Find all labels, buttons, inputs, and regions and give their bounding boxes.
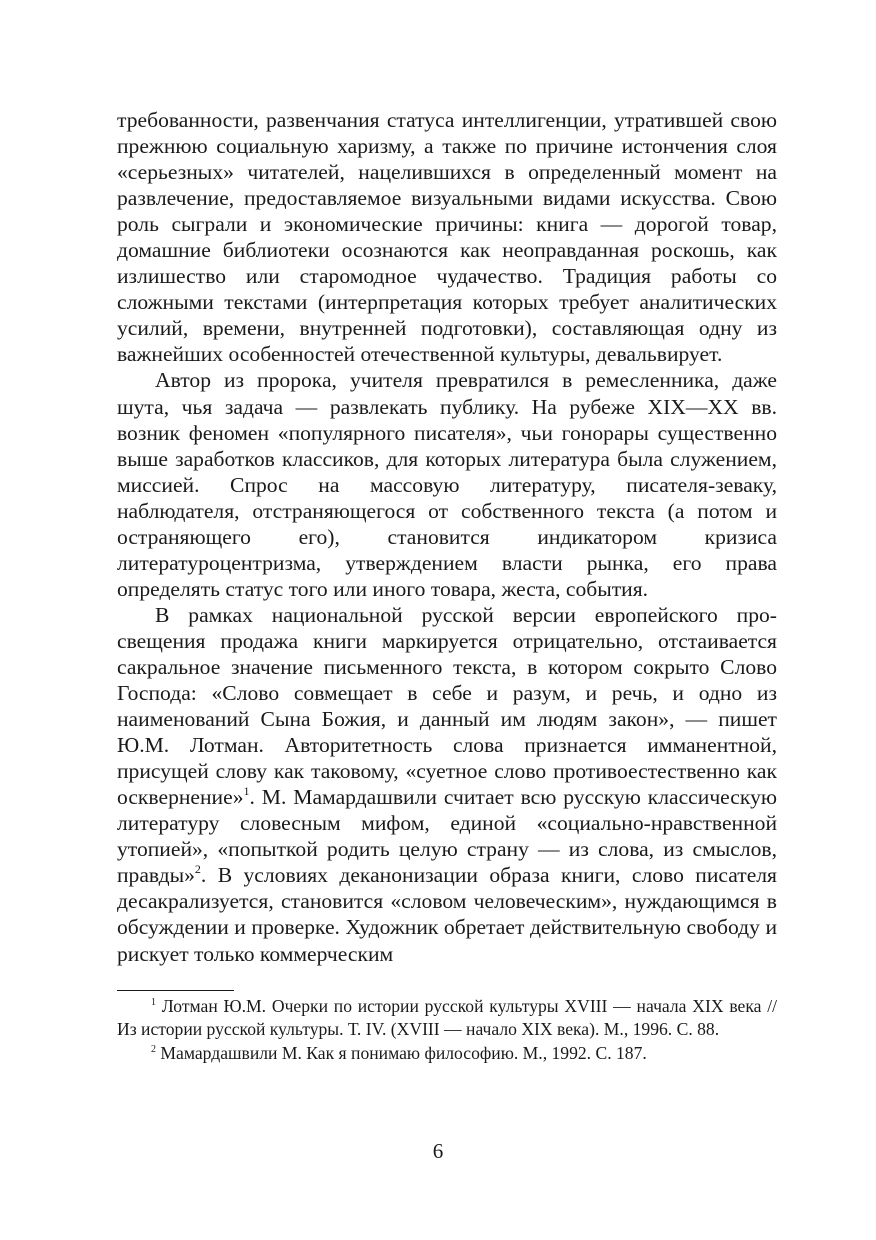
footnote-1-mark: 1	[151, 996, 156, 1008]
footnote-1-text: Лотман Ю.М. Очерки по истории русской культуры XVIII — начала XIX века // Из истории русской культуры. Т. IV. (XVIII — начало XIX века). М., 1996. С. 88.	[117, 995, 777, 1040]
footnote-2	[117, 1042, 777, 1066]
footnote-2-mark: 2	[151, 1043, 156, 1055]
body-paragraph-2: Автор из пророка, учителя превратился в ремесленника, даже шута, чья задача — развлекать публику. На рубеже XIX—XX вв. возник феномен «популярного писателя», чьи гонорары существенно выше заработков классиков, для которых литература была служением, миссией. Спрос на массовую литературу, писателя-зеваку, наблюдателя, отстраняющегося от собственного текста (а потом и остраняющего его), становится индикатором кризиса литературоцентризма, утверждением власти рынка, его права определять статус того или иного товара, жеста, события.	[117, 368, 777, 601]
body-paragraph-3	[117, 602, 777, 967]
footnote-divider	[117, 990, 234, 991]
footnote-1	[117, 995, 777, 1042]
page-content	[117, 107, 777, 1065]
body-paragraph-1: требованности, развенчания статуса интеллигенции, утратившей свою прежнюю социальную харизму, а также по причине истончения слоя «серьезных» читателей, нацелившихся в определенный момент на развлечение, предоставляемое визуальными видами искусства. Свою роль сыграли и экономические причины: книга — дорогой товар, домашние библиотеки осознаются как неоправданная роскошь, как излишество или старомодное чудачество. Традиция работы со сложными текстами (интерпретация которых требует аналитических усилий, времени, внутренней подготовки), составляющая одну из важнейших особенностей отечественной культуры, девальвирует.	[117, 108, 777, 367]
page-number: 6	[432, 1139, 444, 1163]
paragraph-3-text-a: В рамках национальной русской версии европейского просвещения продажа книги маркируется отрицательно, отстаивается сакральное значение письменного текста, в котором сокрыто Слово Господа: «Слово совмещает в себе и разум, и речь, и одно из наименований Сына Божия, и данный им людям закон», — пишет Ю.М. Лотман. Авторитетность слова признается имманентной, присущей слову как таковому, «суетное слово противоестественно как осквернение»	[117, 602, 777, 810]
footnote-ref-2: 2	[194, 862, 201, 877]
footnote-ref-1: 1	[243, 784, 250, 799]
footnote-2-text: Мамардашвили М. Как я понимаю философию. М., 1992. С. 187.	[156, 1042, 647, 1063]
paragraph-3-text-c: . В условиях деканонизации образа книги, слово писателя десакрализуется, становится «словом человеческим», нуждающимся в обсуждении и проверке. Художник обретает действительную свободу и рискует только коммерческим	[117, 863, 777, 966]
paragraph-3-text-b: . М. Мамардашвили считает всю русскую классическую литературу словесным мифом, единой «социально-нравственной утопией», «попыткой родить целую страну — из слова, из смыслов, правды»	[117, 785, 777, 888]
